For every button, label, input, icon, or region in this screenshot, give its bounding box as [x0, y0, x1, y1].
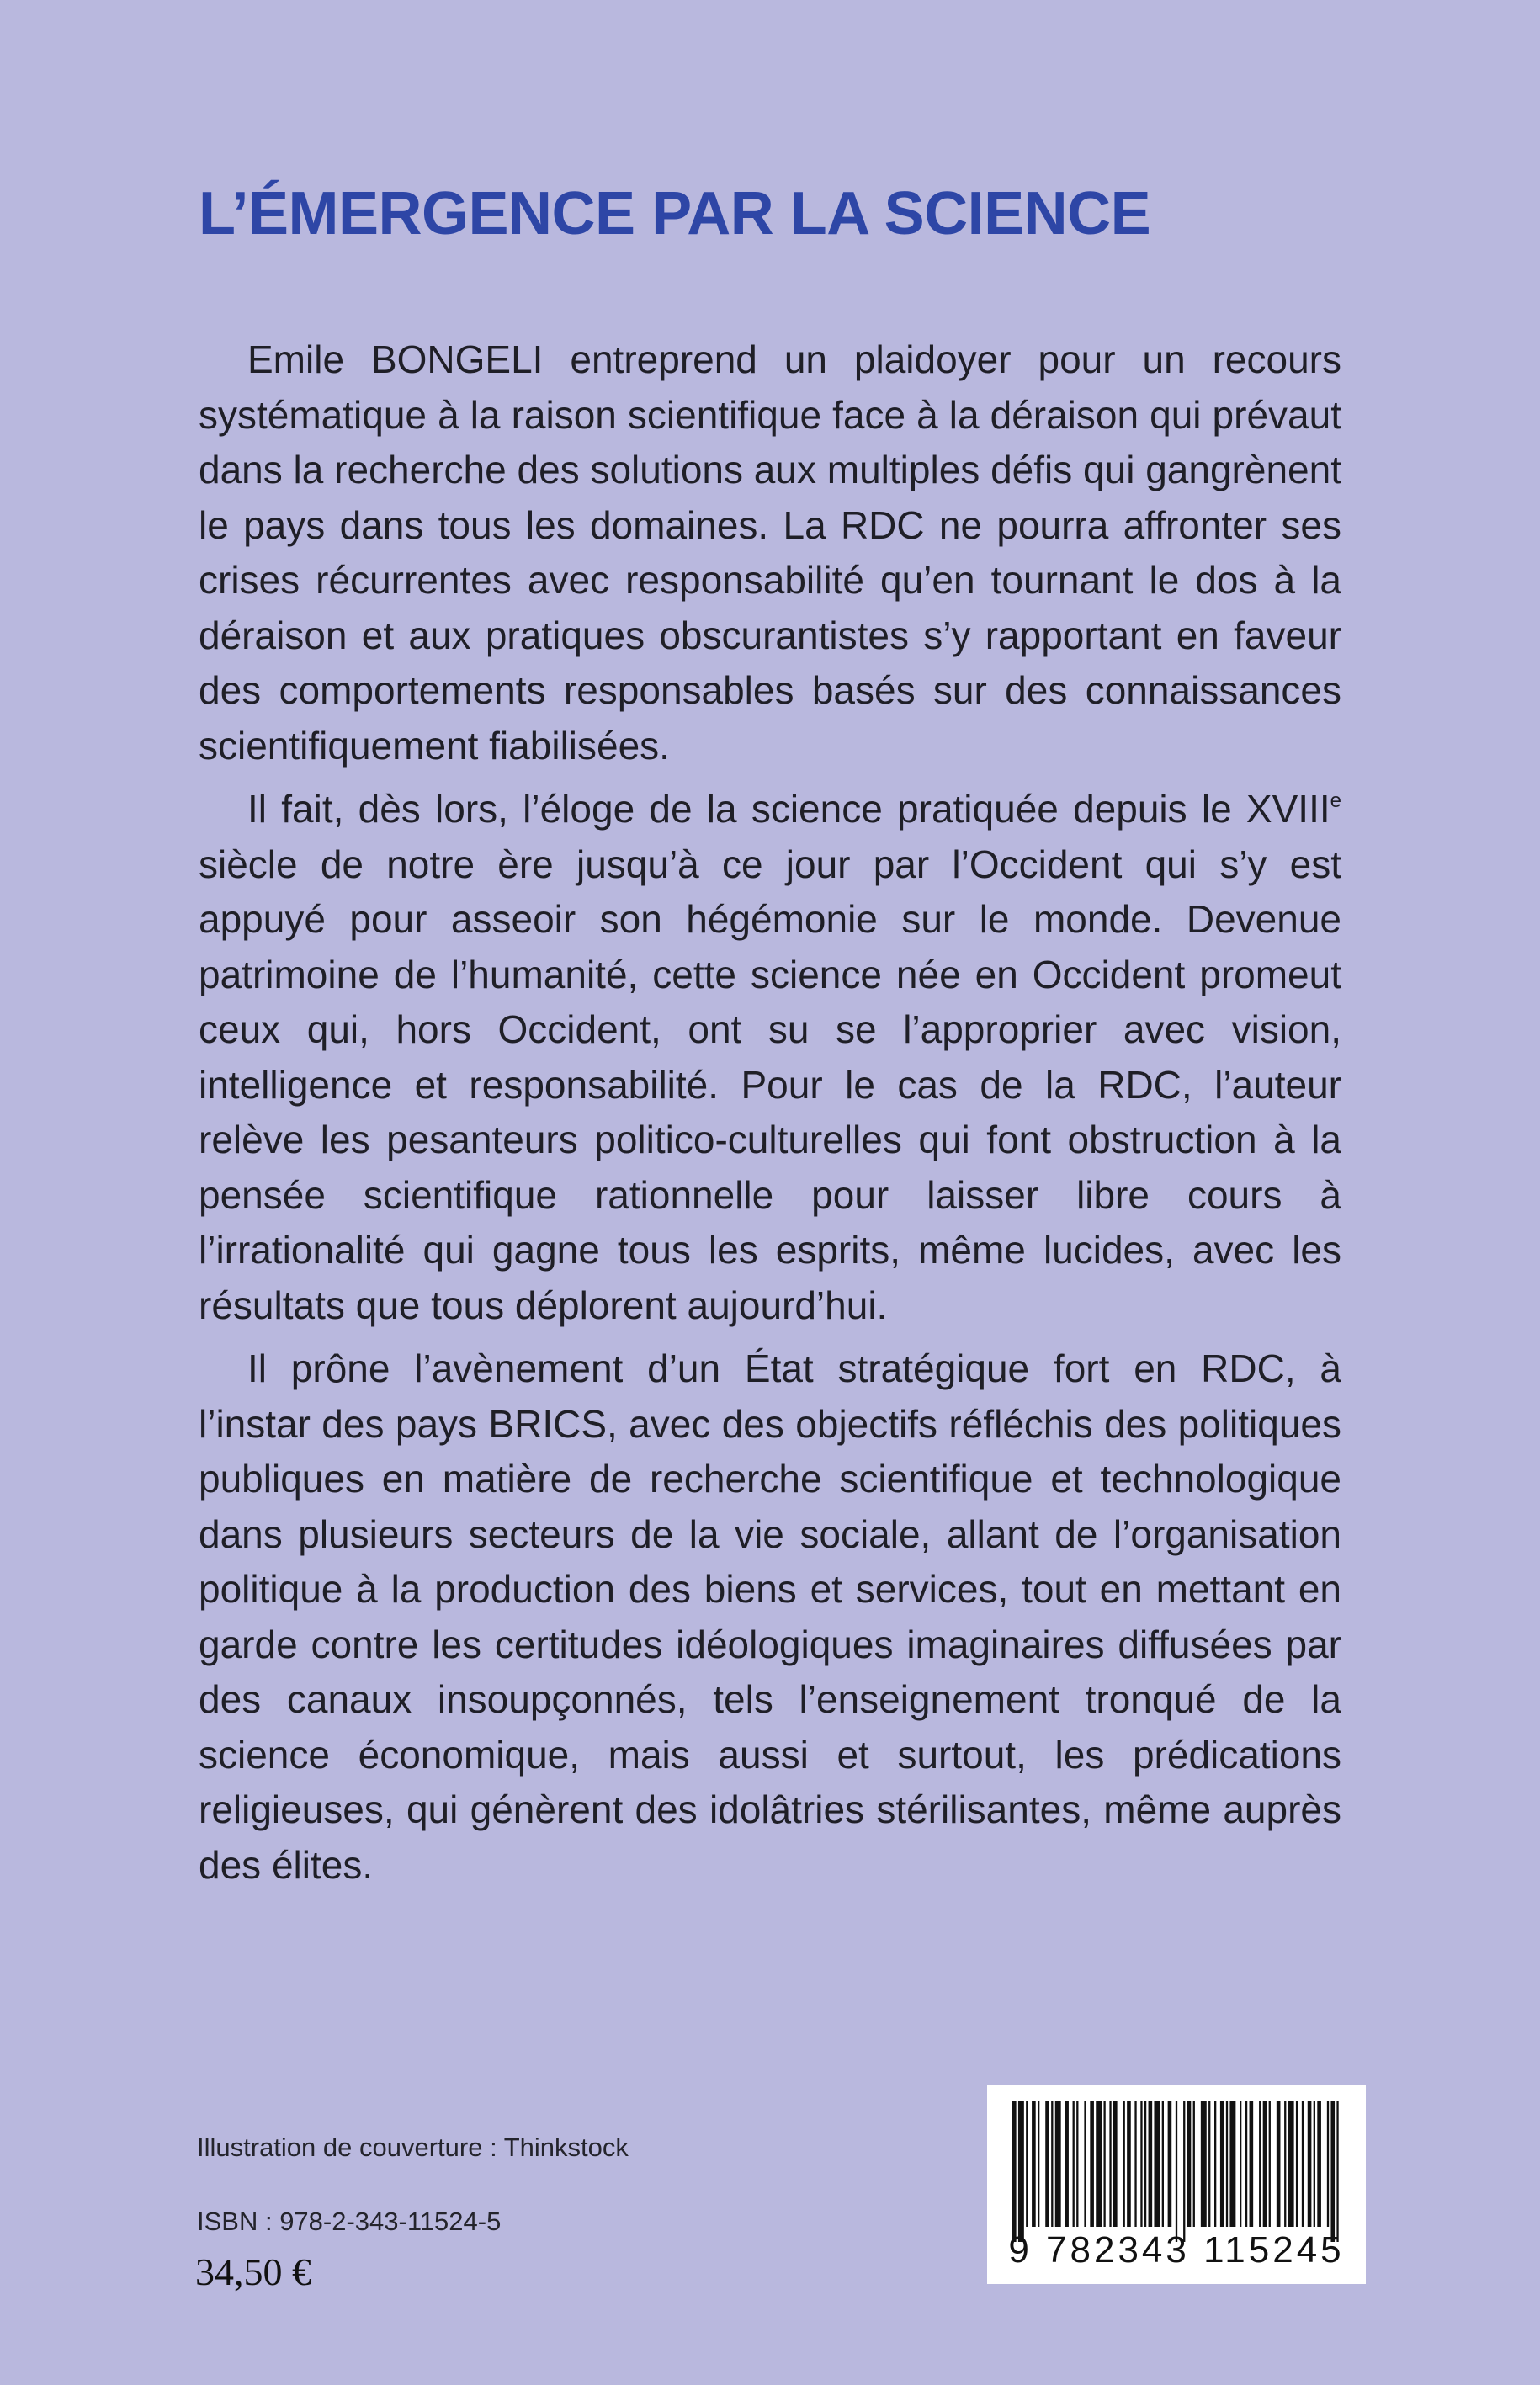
barcode-bar: [1134, 2101, 1136, 2227]
barcode-bar: [1302, 2101, 1304, 2227]
barcode-bar: [1103, 2101, 1105, 2227]
summary-paragraph-2-start: Il fait, dès lors, l’éloge de la science pratiquée depuis le XVIII: [247, 787, 1330, 831]
book-title: L’ÉMERGENCE PAR LA SCIENCE: [199, 180, 1151, 247]
barcode-bar: [1208, 2101, 1210, 2227]
barcode-bar: [1140, 2101, 1142, 2227]
barcode-bar: [1065, 2101, 1069, 2227]
barcode-bar: [1245, 2101, 1247, 2227]
barcode-bar: [1026, 2101, 1028, 2227]
barcode-bar: [1176, 2101, 1177, 2242]
barcode-digits: 9 782343 115245: [1008, 2229, 1345, 2271]
barcode-bar: [1240, 2101, 1241, 2227]
summary-paragraph-1: Emile BONGELI entreprend un plaidoyer pour un recours systématique à la raison scientifique face à la déraison qui prévaut dans la recherche des solutions aux multiples défis qui gangrènent le pays dans tous les domaines. La RDC ne pourra affronter ses crises récurrentes avec responsabilité qu’en tournant le dos à la déraison et aux pratiques obscurantistes s’y rapportant en faveur des comportements responsables basés sur des connaissances scientifiquement fiabilisées.: [199, 337, 1341, 768]
barcode-bar: [1226, 2101, 1228, 2227]
barcode-bar: [1193, 2101, 1195, 2227]
barcode-bar: [1073, 2101, 1075, 2227]
barcode-bar: [1038, 2101, 1039, 2227]
barcode-bar: [1162, 2101, 1164, 2227]
barcode-bar: [1229, 2101, 1235, 2227]
barcode-bar: [1018, 2101, 1024, 2242]
summary-paragraph-2-end: siècle de notre ère jusqu’à ce jour par l’Occident qui s’y est appuyé pour asseoir son hégémonie sur le monde. Devenue patrimoine de l’humanité, cette science née en Occident promeut ceux qui, hors Occident, ont su se l’approprier avec vision, intelligence et responsabilité. Pour le cas de la RDC, l’auteur relève les pesanteurs politico-culturelles qui font obstruction à la pensée scientifique rationnelle pour laisser libre cours à l’irrationalité qui gagne tous les esprits, même lucides, avec les résultats que tous déplorent aujourd’hui.: [199, 842, 1341, 1327]
barcode-bar: [1220, 2101, 1224, 2227]
barcode-bar: [1090, 2101, 1094, 2227]
barcode-bar: [1336, 2101, 1338, 2242]
barcode-bar: [1045, 2101, 1049, 2227]
barcode-bar: [1123, 2101, 1125, 2227]
barcode-bar: [1051, 2101, 1053, 2227]
barcode-bar: [1012, 2101, 1017, 2242]
barcode-bar: [1127, 2101, 1131, 2227]
barcode-bar: [1144, 2101, 1146, 2227]
barcode-bar: [1109, 2101, 1111, 2227]
barcode-bar: [1201, 2101, 1207, 2227]
barcode-bar: [1149, 2101, 1153, 2227]
barcode-bar: [1308, 2101, 1312, 2227]
barcode-bar: [1076, 2101, 1078, 2227]
barcode-bar: [1096, 2101, 1102, 2227]
barcode-bar: [1250, 2101, 1254, 2227]
summary-paragraph-2: [199, 782, 1341, 1333]
century-superscript: e: [1330, 789, 1341, 812]
barcode-bar: [1154, 2101, 1160, 2227]
barcode: [987, 2085, 1366, 2284]
barcode-bar: [1269, 2101, 1271, 2227]
barcode-bar: [1277, 2101, 1281, 2227]
illustration-credit: Illustration de couverture : Thinkstock: [197, 2133, 629, 2162]
summary-paragraph-3: Il prône l’avènement d’un État stratégique fort en RDC, à l’instar des pays BRICS, avec des objectifs réfléchis des politiques publiques en matière de recherche scientifique et technologique dans plusieurs secteurs de la vie sociale, allant de l’organisation politique à la production des biens et services, tout en mettant en garde contre les certitudes idéologiques imaginaires diffusées par des canaux insoupçonnés, tels l’enseignement tronqué de la science économique, mais aussi et surtout, les prédications religieuses, qui génèrent des idolâtries stérilisantes, même auprès des élites.: [199, 1347, 1341, 1887]
price: 34,50 €: [195, 2250, 311, 2293]
summary-text: [199, 332, 1341, 1893]
barcode-bar: [1187, 2101, 1192, 2227]
barcode-bar: [1327, 2101, 1329, 2227]
barcode-bar: [1296, 2101, 1298, 2227]
isbn-number: ISBN : 978-2-343-11524-5: [197, 2207, 502, 2236]
barcode-bar: [1032, 2101, 1036, 2227]
barcode-bar: [1284, 2101, 1286, 2227]
barcode-bar: [1214, 2101, 1216, 2227]
barcode-bar: [1317, 2101, 1321, 2227]
barcode-bar: [1084, 2101, 1086, 2227]
barcode-bar: [1183, 2101, 1185, 2242]
barcode-bar: [1314, 2101, 1315, 2227]
barcode-bar: [1055, 2101, 1061, 2227]
barcode-bar: [1113, 2101, 1118, 2227]
barcode-bar: [1288, 2101, 1294, 2227]
barcode-bar: [1259, 2101, 1261, 2227]
barcode-bar: [1330, 2101, 1335, 2242]
barcode-bar: [1168, 2101, 1172, 2227]
barcode-bar: [1263, 2101, 1267, 2227]
